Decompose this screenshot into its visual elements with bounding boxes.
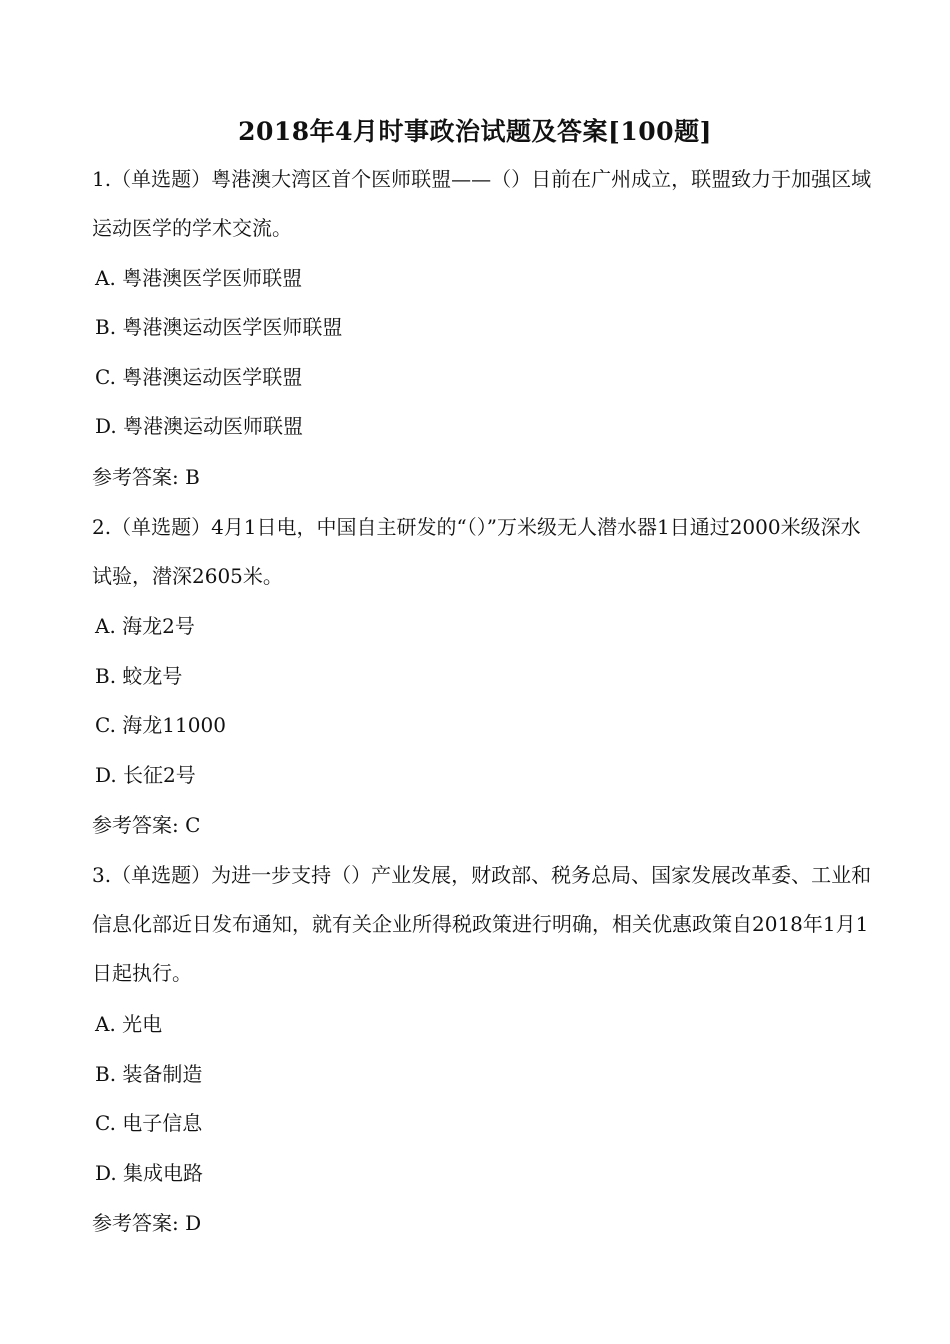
- question-3-option-d: D. 集成电路: [95, 1161, 204, 1185]
- question-3-option-c: C. 电子信息: [95, 1111, 203, 1135]
- question-3-answer: 参考答案: D: [92, 1211, 202, 1235]
- question-1-option-c: C. 粤港澳运动医学联盟: [95, 365, 303, 389]
- question-2-option-a: A. 海龙2号: [95, 614, 195, 638]
- question-1-answer: 参考答案: B: [92, 465, 200, 489]
- question-1-option-a: A. 粤港澳医学医师联盟: [95, 266, 303, 290]
- question-2-option-d: D. 长征2号: [95, 763, 196, 787]
- question-3-text: 3.（单选题）为进一步支持（）产业发展，财政部、税务总局、国家发展改革委、工业和信息化部近日发布通知，就有关企业所得税政策进行明确，相关优惠政策自2018年1月1日起执行。: [92, 863, 872, 985]
- question-2-option-c: C. 海龙11000: [95, 713, 226, 737]
- question-2-option-b: B. 蛟龙号: [95, 664, 183, 688]
- document-title: 2018年4月时事政治试题及答案[100题]: [238, 117, 712, 146]
- question-2-text: 2.（单选题）4月1日电，中国自主研发的“（）”万米级无人潜水器1日通过2000米级深水试验，潜深2605米。: [92, 515, 861, 588]
- question-3-option-a: A. 光电: [95, 1012, 163, 1036]
- question-3-option-b: B. 装备制造: [95, 1062, 203, 1086]
- question-1-option-b: B. 粤港澳运动医学医师联盟: [95, 315, 343, 339]
- question-1-option-d: D. 粤港澳运动医师联盟: [95, 414, 304, 438]
- question-1-text: 1.（单选题）粤港澳大湾区首个医师联盟——（）日前在广州成立，联盟致力于加强区域运动医学的学术交流。: [92, 167, 872, 240]
- question-2-answer: 参考答案: C: [92, 813, 201, 837]
